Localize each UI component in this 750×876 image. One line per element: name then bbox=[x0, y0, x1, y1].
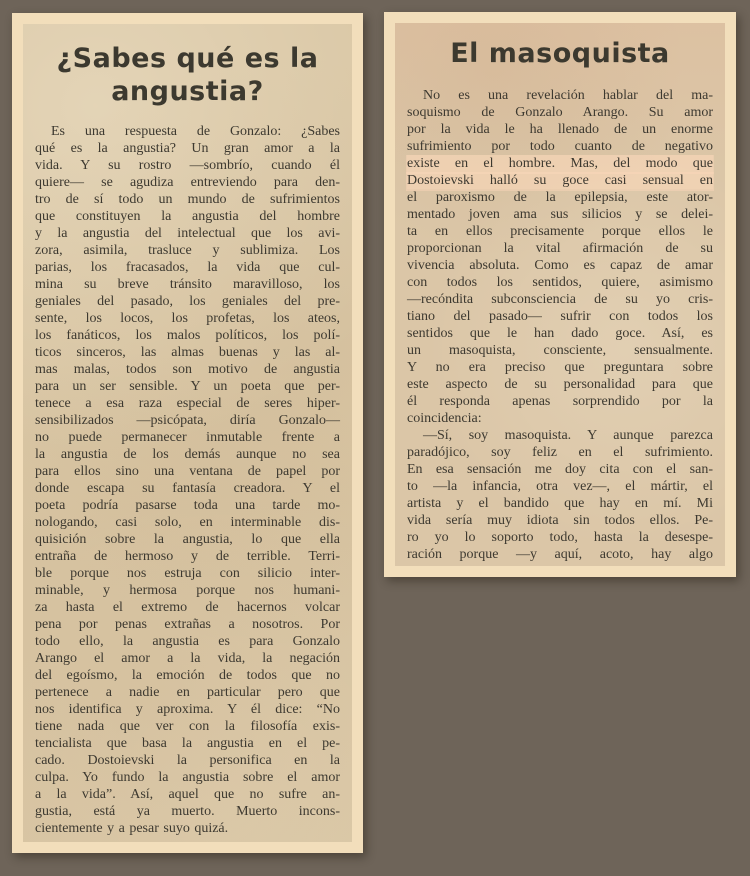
text-line: quiere— se agudiza entreviendo para den- bbox=[35, 175, 340, 190]
text-line: —recóndita subconsciencia de su yo cris- bbox=[407, 292, 713, 307]
text-line: cado. Dostoievski la personifica en la bbox=[35, 753, 340, 768]
text-line: ta en ellos precisamente porque ellos le bbox=[407, 224, 713, 239]
text-line: tencialista que basa la angustia en el pe- bbox=[35, 736, 340, 751]
clipping-angustia bbox=[12, 13, 363, 853]
text-line: tiene nada que ver con la filosofía exis- bbox=[35, 719, 340, 734]
text-line: entraña de hermoso y de terrible. Terri- bbox=[35, 549, 340, 564]
text-line: mas malas, todos son motivo de angustia bbox=[35, 362, 340, 377]
text-line: za hasta el extremo de hacernos volcar bbox=[35, 600, 340, 615]
text-line: vida. Y su rostro —sombrío, cuando él bbox=[35, 158, 340, 173]
text-line: sentidos que le han dado goce. Así, es bbox=[407, 326, 713, 341]
text-line: mentado joven ama sus silicios y se delei- bbox=[407, 207, 713, 222]
article-title-line: El masoquista bbox=[450, 38, 670, 69]
text-line: un masoquista, consciente, sensualmente. bbox=[407, 343, 713, 358]
text-line: la angustia de los demás aunque no sea bbox=[35, 447, 340, 462]
text-line: a la vida”. Así, aquel que no sufre an- bbox=[35, 787, 340, 802]
text-line: vida sería muy idiota sin todos ellos. Pe- bbox=[407, 513, 713, 528]
text-line: el paroxismo de la epilepsia, este ator- bbox=[407, 190, 713, 205]
text-line: gustia, está ya muerto. Muerto incons- bbox=[35, 804, 340, 819]
text-line: Y no era preciso que preguntara sobre bbox=[407, 360, 713, 375]
text-line: por la vida le ha llenado de un enorme bbox=[407, 122, 713, 137]
text-line: Dostoievski halló su goce casi sensual en bbox=[407, 173, 713, 188]
text-line: poeta podría pasarse toda una tarde mo- bbox=[35, 498, 340, 513]
text-line: paradójico, soy feliz en el sufrimiento. bbox=[407, 445, 713, 460]
article-body bbox=[407, 87, 713, 563]
text-line: coincidencia: bbox=[407, 411, 482, 426]
text-line: mina su breve tránsito maravilloso, los bbox=[35, 277, 340, 292]
text-line: del egoísmo, la emoción de todos que no bbox=[35, 668, 340, 683]
text-line: culpa. Yo fundo la angustia sobre el amor bbox=[35, 770, 340, 785]
article-body bbox=[35, 123, 340, 837]
text-line: sensibilizados —psicópata, diría Gonzalo— bbox=[35, 413, 340, 428]
text-line: zora, asimila, trasluce y sublimiza. Los bbox=[35, 243, 340, 258]
article-title-line: ¿Sabes qué es la bbox=[56, 43, 319, 74]
text-line: minable, y hermosa porque nos humani- bbox=[35, 583, 340, 598]
text-line: proporcionan la vital afirmación de su bbox=[407, 241, 713, 256]
article-title bbox=[35, 42, 340, 108]
article-title-line: angustia? bbox=[111, 76, 264, 107]
text-line: no puede permanecer inmutable frente a bbox=[35, 430, 340, 445]
article-title bbox=[407, 37, 713, 70]
text-line: vivencia absoluta. Como es capaz de amar bbox=[407, 258, 713, 273]
text-line: ble porque nos estruja con silicio inter- bbox=[35, 566, 340, 581]
text-line: ración porque —y aquí, acoto, hay algo bbox=[407, 547, 713, 562]
text-line: y la angustia del intelectual que los avi- bbox=[35, 226, 340, 241]
text-line: sufrimiento por todo cuanto de negativo bbox=[407, 139, 713, 154]
text-line: ro yo lo soporto todo, hasta la desespe- bbox=[407, 530, 713, 545]
text-line: pena por penas extrañas a nosotros. Por bbox=[35, 617, 340, 632]
text-line: En esa sensación me doy cita con el san- bbox=[407, 462, 713, 477]
text-line: para ellos sino una ventana de papel por bbox=[35, 464, 340, 479]
text-line: todo ello, la angustia es para Gonzalo bbox=[35, 634, 340, 649]
text-line: tenece a esa raza especial de seres hiper- bbox=[35, 396, 340, 411]
text-line: to —la infancia, otra vez—, el mártir, el bbox=[407, 479, 713, 494]
text-line: este aspecto de su personalidad para que bbox=[407, 377, 713, 392]
text-line: ticos sinceros, las almas buenas y las al- bbox=[35, 345, 340, 360]
text-line: nos identifica y aproxima. Y él dice: “No bbox=[35, 702, 340, 717]
text-line: sente, los locos, los profetas, los ateos, bbox=[35, 311, 340, 326]
text-line: nologando, casi solo, en interminable dis- bbox=[35, 515, 340, 530]
text-line: No es una revelación hablar del ma- bbox=[423, 88, 713, 103]
text-line: tro de sí todo un mundo de sufrimientos bbox=[35, 192, 340, 207]
text-line: donde escapa su fantasía creadora. Y el bbox=[35, 481, 340, 496]
text-line: Arango el amor a la vida, la negación bbox=[35, 651, 340, 666]
text-line: para un ser sensible. Y un poeta que per- bbox=[35, 379, 340, 394]
text-line: Es una respuesta de Gonzalo: ¿Sabes bbox=[51, 124, 340, 139]
text-line: tiano del pasado— sufrir con todos los bbox=[407, 309, 713, 324]
text-line: geniales del pasado, los geniales del pre- bbox=[35, 294, 340, 309]
text-line: parias, los fracasados, la vida que cul- bbox=[35, 260, 340, 275]
text-line: él responda apenas sorprendido por la bbox=[407, 394, 713, 409]
newsprint-paper bbox=[395, 23, 725, 566]
newsprint-paper bbox=[23, 24, 352, 842]
text-line: cientemente y a pesar suyo quizá. bbox=[35, 821, 229, 836]
clipping-masoquista bbox=[384, 12, 736, 577]
text-line: que constituyen la angustia del hombre bbox=[35, 209, 340, 224]
text-line: qué es la angustia? Un gran amor a la bbox=[35, 141, 340, 156]
text-line: existe en el hombre. Mas, del modo que bbox=[407, 156, 713, 171]
text-line: con todos los sentidos, quiere, asimismo bbox=[407, 275, 713, 290]
text-line: —Sí, soy masoquista. Y aunque parezca bbox=[423, 428, 713, 443]
text-line: pertenece a nadie en particular pero que bbox=[35, 685, 340, 700]
text-line: quisición sobre la angustia, lo que ella bbox=[35, 532, 340, 547]
text-line: los fanáticos, los malos políticos, los polí- bbox=[35, 328, 340, 343]
text-line: artista y el bandido que hay en mí. Mi bbox=[407, 496, 713, 511]
text-line: soquismo de Gonzalo Arango. Su amor bbox=[407, 105, 713, 120]
